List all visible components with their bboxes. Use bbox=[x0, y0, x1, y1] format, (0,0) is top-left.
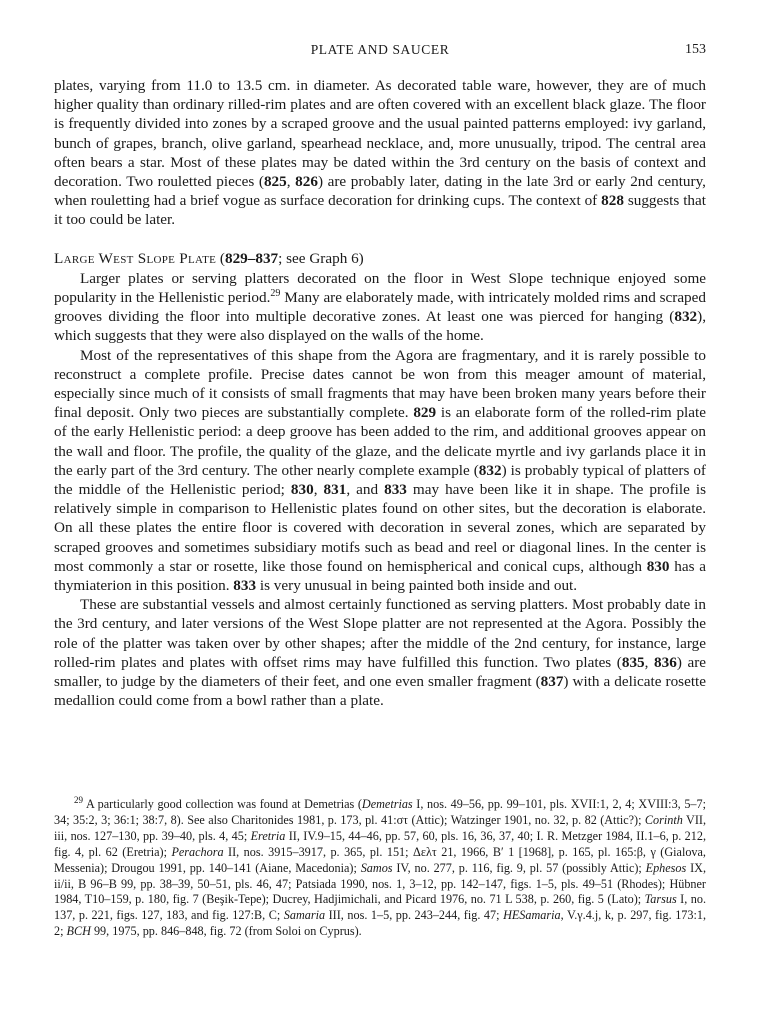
paragraph-3: Most of the representatives of this shape from the Agora are fragmentary, and it is rarely possible to reconstruct a complete profile. Precise dates cannot be won from this meager amount of material, especially since much of it consists of small fragments that may have been broken many years before their final deposit. Only two pieces are substantially complete. 829 is an elaborate form of the rolled-rim plate of the early Hellenistic period: a deep groove has been added to the rim, and additional grooves appear on the wall and floor. The profile, the quality of the glaze, and the delicate myrtle and ivy garlands place it in the early part of the 3rd century. The other nearly complete example (832) is probably typical of platters of the middle of the Hellenistic period; 830, 831, and 833 may have been like it in shape. The profile is relatively simple in comparison to Hellenistic plates found on other sites, but the decoration is elaborate. On all these plates the entire floor is covered with decoration in several zones, which are separated by scraped grooves and sometimes subsidiary motifs such as bead and reel or diagonal lines. In the center is most commonly a star or rosette, like those found on hemispherical and conical cups, although 830 has a thymiaterion in this position. 833 is very unusual in being painted both inside and out. bbox=[54, 346, 706, 595]
running-header bbox=[54, 42, 706, 60]
catalogue-ref: 828 bbox=[601, 192, 624, 210]
footnote-text: $^{29}$ A particularly good collection was found at Demetrias (Demetrias I, nos. 49–56, pp. 99–101, pls. XVII:1, 2, 4; XVIII:3, 5–7; 34; 35:2, 3; 36:1; 38:7, 8). See also Charitonides 1981, p. 173, pl. 41:στ (Attic); Watzinger 1901, no. 32, p. 82 (Attic?); Corinth VII, iii, nos. 127–130, pp. 39–40, pls. 4, 45; Eretria II, IV.9–15, 44–46, pp. 57, 60, pls. 16, 36, 37, 40; I. R. Metzger 1984, II.1–6, p. 212, fig. 4, pl. 62 (Eretria); Perachora II, nos. 3915–3917, p. 365, pl. 151; Δελτ 21, 1966, Β′ 1 [1968], p. 165, pl. 165:β, γ (Gialova, Messenia); Drougou 1991, pp. 140–141 (Aiane, Macedonia); Samos IV, no. 277, p. 116, fig. 9, pl. 57 (possibly Attic); Ephesos IX, ii/ii, B 96–B 99, pp. 38–39, 50–51, pls. 46, 47; Patsiada 1990, nos. 1, 3–12, pp. 142–147, figs. 1–5, pls. 49–51 (Rhodes); Hübner 1984, T10–159, p. 180, fig. 7 (Beşik-Tepe); Ducrey, Hadjimichali, and Picard 1976, no. 71 L 538, p. 260, fig. 5 (Lato); Tarsus I, no. 137, p. 221, figs. 127, 183, and fig. 127:B, C; Samaria III, nos. 1–5, pp. 243–244, fig. 47; HESamaria, V.γ.4.j, k, p. 297, fig. 173:1, 2; BCH 99, 1975, pp. 846–848, fig. 72 (from Soloi on Cyprus). bbox=[54, 795, 706, 939]
catalogue-ref: 825 bbox=[263, 173, 287, 191]
footnote-29 bbox=[54, 797, 706, 940]
catalogue-ref: 833 bbox=[384, 481, 407, 499]
section-heading: Large West Slope Plate (829–837; see Graph 6) bbox=[54, 249, 364, 267]
catalogue-ref: 832 bbox=[674, 308, 698, 326]
running-title: PLATE AND SAUCER bbox=[310, 42, 450, 57]
catalogue-range: 829–837 bbox=[224, 249, 279, 267]
main-text bbox=[54, 76, 706, 711]
page-number: 153 bbox=[685, 42, 706, 57]
paragraph-4: These are substantial vessels and almost certainly functioned as serving platters. Most probably date in the 3rd century, and later versions of the West Slope platter are not represented at the Agora. Possibly the role of the platter was taken over by other shapes; after the middle of the 2nd century, for instance, large rolled-rim plates and plates with offset rims may have fulfilled this function. Two plates (835, 836) are smaller, to judge by the diameters of their feet, and one even smaller fragment (837) with a delicate rosette medallion could come from a bowl rather than a plate. bbox=[54, 596, 706, 710]
catalogue-ref: 833 bbox=[233, 577, 257, 595]
catalogue-ref: 837 bbox=[540, 673, 564, 691]
catalogue-ref: 826 bbox=[295, 173, 318, 191]
catalogue-ref: 831 bbox=[323, 481, 347, 499]
footnote-number: 29 bbox=[74, 795, 83, 805]
paragraph-1: plates, varying from 11.0 to 13.5 cm. in diameter. As decorated table ware, however, they are of much higher quality than ordinary rilled-rim plates and are often covered with an excellent black glaze. The floor is frequently divided into zones by a scraped groove and the usual painted patterns employed: ivy garland, bunch of grapes, branch, olive garland, spearhead necklace, and, more unusually, tripod. The central area often bears a star. Most of these plates may be dated within the 3rd century on the basis of context and decoration. Two rouletted pieces (825, 826) are probably later, dating in the late 3rd or early 2nd century, when rouletting had a brief vogue as surface decoration for drinking cups. The context of 828 suggests that it too could be later. bbox=[54, 77, 706, 229]
catalogue-ref: 832 bbox=[478, 461, 502, 479]
catalogue-ref: 830 bbox=[290, 481, 314, 499]
catalogue-ref: 830 bbox=[646, 557, 670, 575]
catalogue-ref: 829 bbox=[413, 404, 437, 422]
paragraph-2: Larger plates or serving platters decorated on the floor in West Slope technique enjoyed some popularity in the Hellenistic period.$^{29}$ Many are elaborately made, with intricately molded rims and scraped grooves dividing the floor into multiple decorative zones. At least one was pierced for hanging (832), which suggests that they were also displayed on the walls of the home. bbox=[54, 269, 706, 345]
catalogue-ref: 835 bbox=[621, 653, 645, 671]
footnote-marker: 29 bbox=[270, 288, 281, 300]
catalogue-ref: 836 bbox=[654, 653, 677, 671]
